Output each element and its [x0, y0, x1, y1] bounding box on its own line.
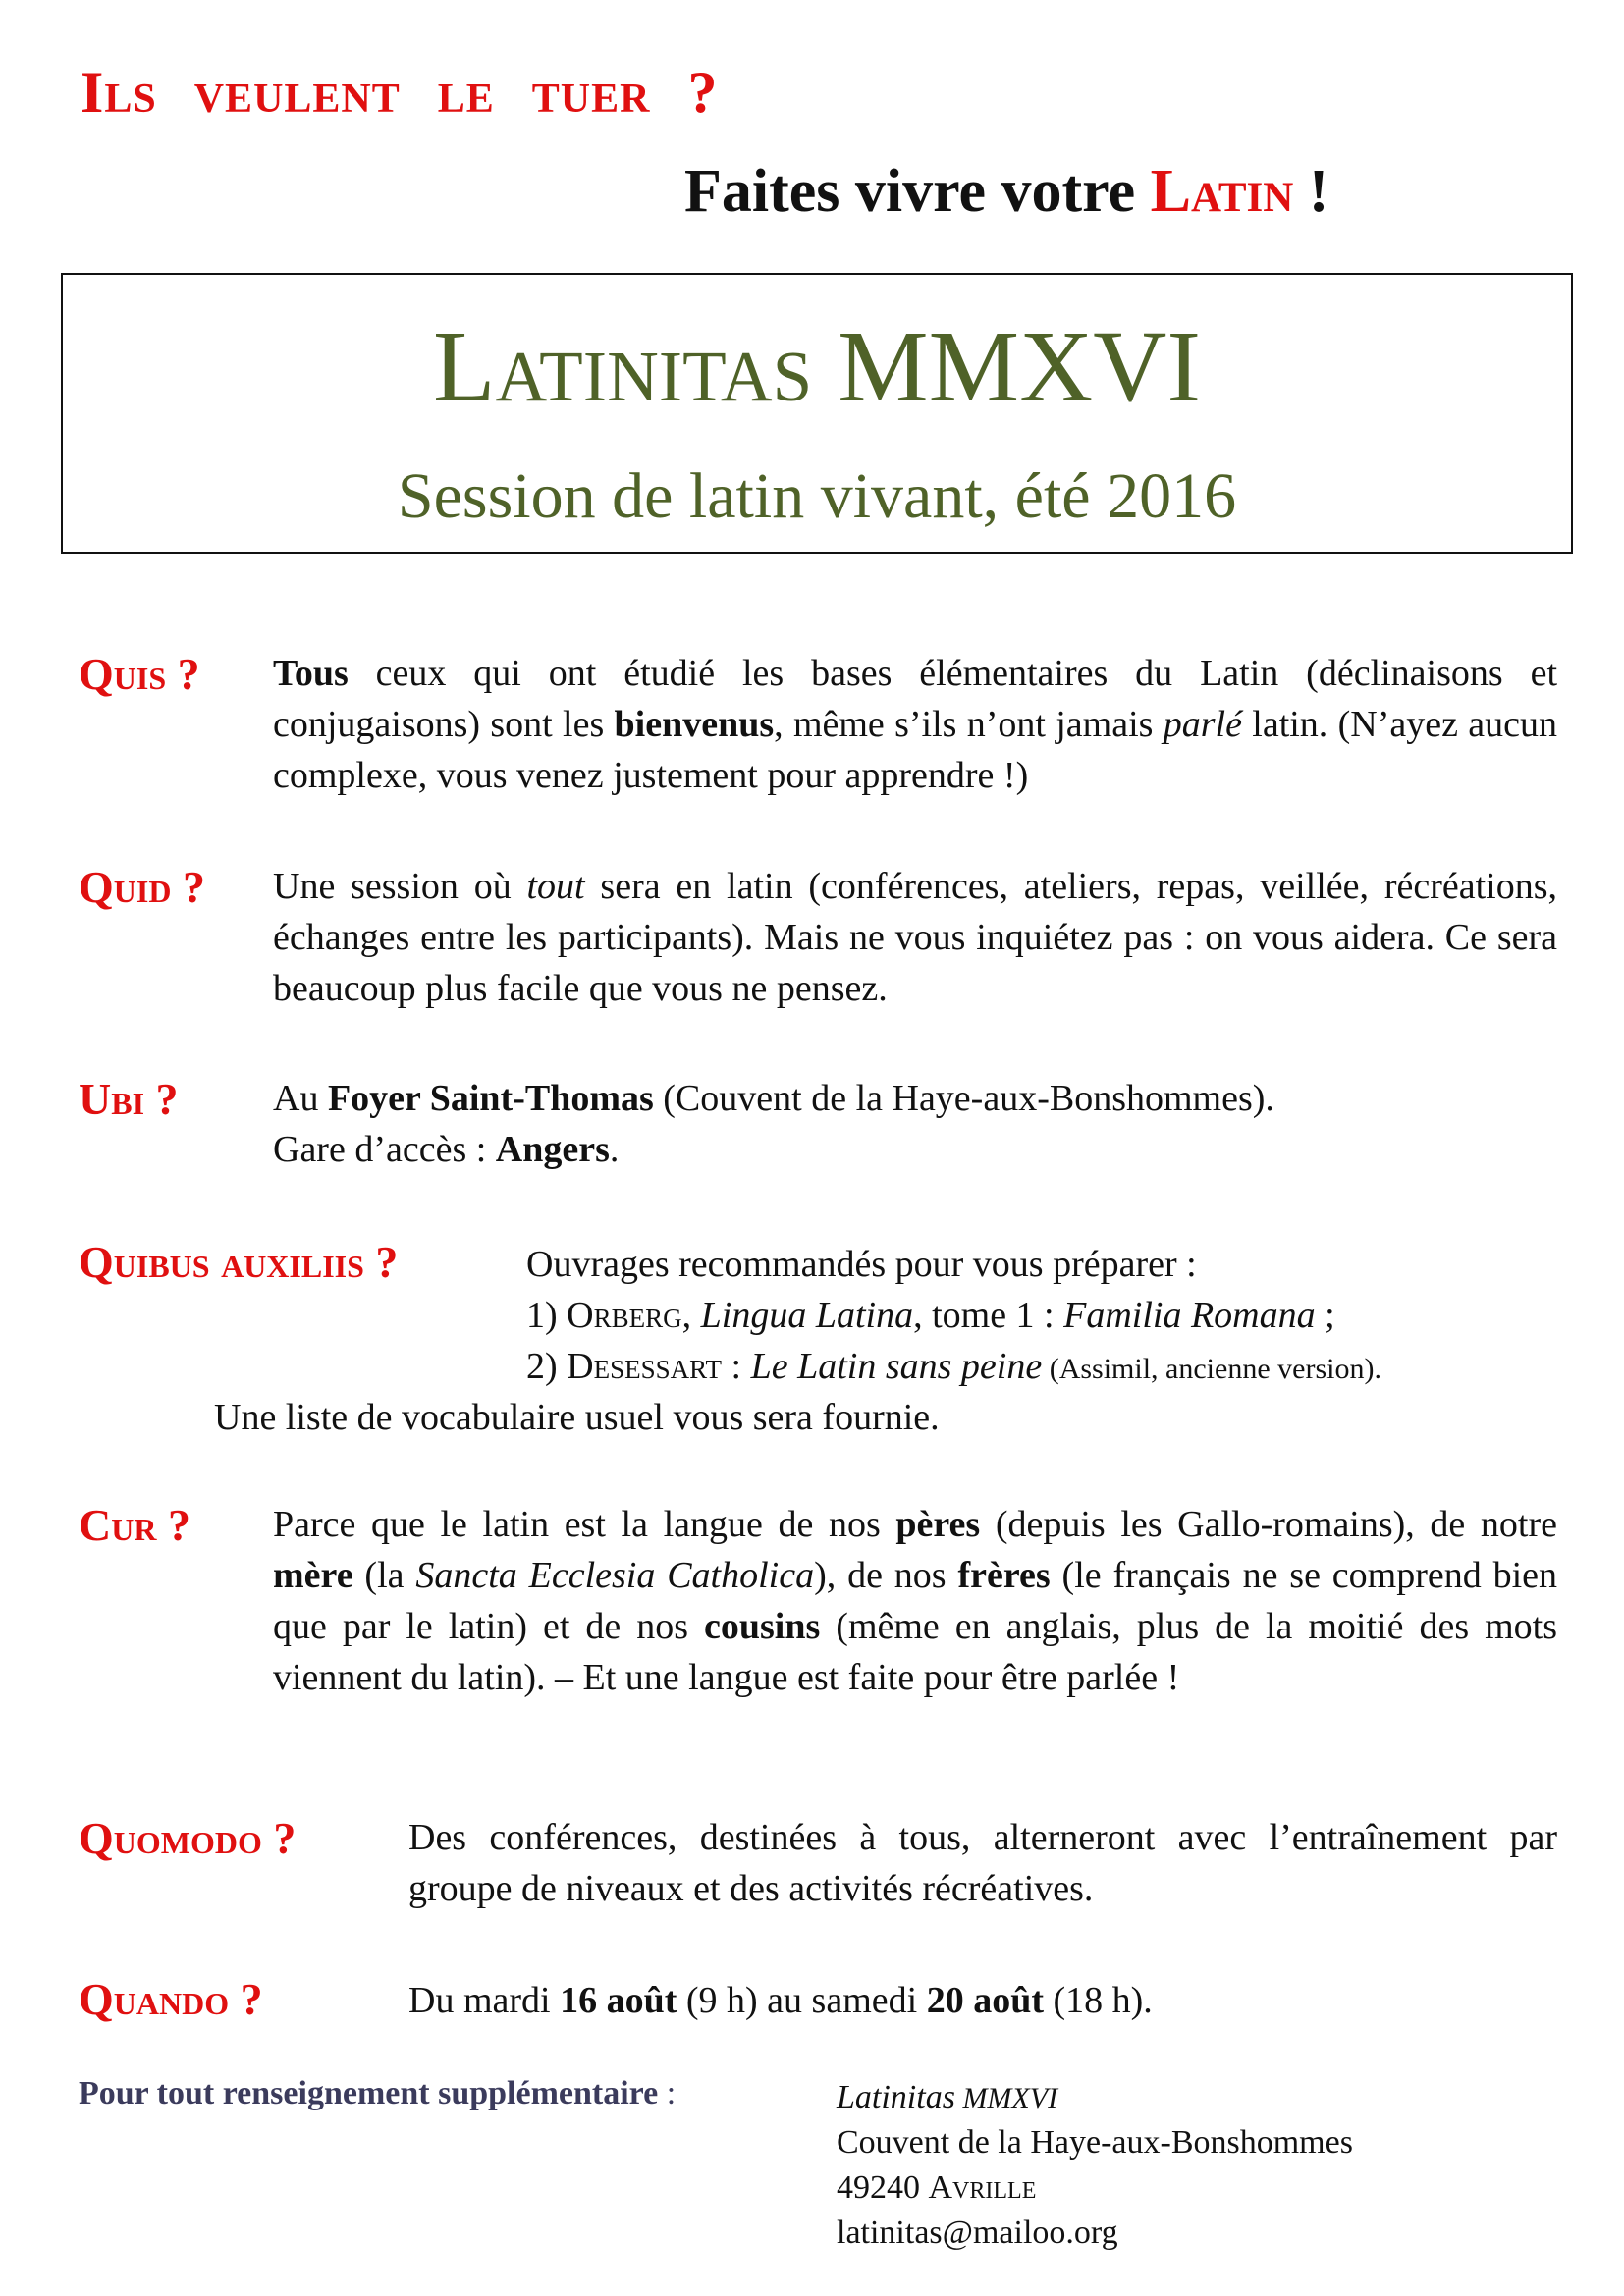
address-name-roman: MMXVI — [954, 2082, 1058, 2114]
section-text-quomodo: Des conférences, destinées à tous, alterneront avec l’entraînement par groupe de niveaux et des activités récréatives. — [408, 1817, 1557, 1909]
section-text-quando — [408, 1975, 1153, 2026]
quibus-item-1 — [526, 1290, 1335, 1341]
quibus-item2-author: Desessart — [567, 1346, 723, 1387]
section-label-quis: Quis ? — [79, 649, 200, 699]
ubi-line-1 — [273, 1073, 1274, 1124]
quando-text-2: (9 h) au samedi — [677, 1980, 927, 2021]
quibus-item2-num: 2) — [526, 1346, 568, 1387]
quibus-item1-subtitle: Familia Romana — [1063, 1295, 1316, 1336]
quibus-item1-end: ; — [1315, 1295, 1335, 1336]
quibus-vocab-note: Une liste de vocabulaire usuel vous sera fournie. — [214, 1397, 940, 1438]
quibus-item2-note: (Assimil, ancienne version). — [1042, 1353, 1381, 1385]
headline-suffix: ! — [1293, 158, 1329, 225]
quando-text-1: Du mardi — [408, 1980, 561, 2021]
ubi-line-2 — [273, 1124, 619, 1175]
section-label-cur: Cur ? — [79, 1500, 190, 1550]
address-city: Avrille — [928, 2169, 1037, 2206]
quid-text-1: Une session où — [273, 866, 527, 907]
address-zip: 49240 — [837, 2169, 929, 2206]
ubi-venue: Foyer Saint-Thomas — [327, 1078, 654, 1119]
cur-text-3: (la — [352, 1555, 416, 1596]
address-name-text: Latinitas — [837, 2079, 955, 2115]
contact-email[interactable]: latinitas@mailoo.org — [837, 2215, 1118, 2251]
quibus-item-2 — [526, 1341, 1381, 1395]
section-label-quid: Quid ? — [79, 862, 205, 912]
quibus-item1-sep: , — [681, 1295, 701, 1336]
ubi-text-3: Gare d’accès : — [273, 1129, 496, 1170]
quid-italic: tout — [526, 866, 585, 907]
address-line-3 — [837, 2165, 1036, 2211]
cur-bold-peres: pères — [895, 1504, 981, 1545]
section-label-ubi: Ubi ? — [79, 1074, 179, 1124]
quis-text-2: , même s’ils n’ont jamais — [774, 704, 1164, 745]
cur-text-4: ), de nos — [814, 1555, 958, 1596]
quis-bold-1: Tous — [273, 653, 349, 694]
title-box — [61, 273, 1573, 554]
section-label-quomodo: Quomodo ? — [79, 1813, 297, 1863]
cur-bold-freres: frères — [957, 1555, 1051, 1596]
quis-text-1: ceux qui ont étudié les bases élémentaires du Latin (déclinaisons et conjugaisons) sont les — [273, 653, 1557, 745]
cur-italic-ecclesia: Sancta Ecclesia Catholica — [415, 1555, 815, 1596]
ubi-text-1: Au — [273, 1078, 328, 1119]
address-name — [837, 2075, 1057, 2121]
quid-text-2: sera en latin (conférences, ateliers, repas, veillée, récréations, échanges entre les participants). Mais ne vous inquiétez pas : on vous aidera. Ce sera beaucoup plus facile que vous ne pensez. — [273, 866, 1557, 1009]
section-text-quis — [273, 648, 1557, 801]
section-label-quibus: Quibus auxiliis ? — [79, 1237, 399, 1287]
headline-prefix: Faites vivre votre — [684, 158, 1151, 225]
address-line-2: Couvent de la Haye-aux-Bonshommes — [837, 2124, 1353, 2161]
quibus-item1-mid: , tome 1 : — [913, 1295, 1064, 1336]
headline-call-to-action — [684, 157, 1328, 227]
quis-text-3: latin. (N’ayez aucun complexe, vous venez justement pour apprendre !) — [273, 704, 1557, 796]
contact-label-text: Pour tout renseignement supplémentaire — [79, 2075, 659, 2111]
quis-italic: parlé — [1163, 704, 1242, 745]
quibus-item1-title: Lingua Latina — [700, 1295, 914, 1336]
cur-bold-cousins: cousins — [704, 1606, 821, 1647]
section-text-quid — [273, 861, 1557, 1014]
headline-question: Ils veulent le tuer ? — [81, 60, 719, 125]
contact-label-colon: : — [658, 2075, 677, 2111]
cur-bold-mere: mère — [273, 1555, 353, 1596]
section-text-cur — [273, 1499, 1557, 1703]
contact-label — [79, 2075, 676, 2112]
quibus-intro: Ouvrages recommandés pour vous préparer : — [526, 1244, 1197, 1285]
ubi-text-4: . — [609, 1129, 620, 1170]
quando-start-date: 16 août — [560, 1980, 677, 2021]
quando-text-3: (18 h). — [1043, 1980, 1153, 2021]
cur-text-6: (même en anglais, plus de la moitié des mots viennent du latin). – Et une langue est faite pour être parlée ! — [273, 1606, 1557, 1698]
ubi-station: Angers — [495, 1129, 610, 1170]
section-label-quando: Quando ? — [79, 1974, 263, 2024]
cur-text-1: Parce que le latin est la langue de nos — [273, 1504, 896, 1545]
quibus-item1-num: 1) — [526, 1295, 568, 1336]
event-title: Latinitas MMXVI — [433, 310, 1201, 423]
quibus-item1-author: Orberg — [567, 1295, 682, 1336]
cur-text-5: (le français ne se comprend bien que par le latin) et de nos — [273, 1555, 1557, 1647]
quibus-item2-sep: : — [722, 1346, 751, 1387]
headline-latin: Latin — [1150, 158, 1294, 225]
quibus-item2-title: Le Latin sans peine — [750, 1346, 1043, 1387]
ubi-text-2: (Couvent de la Haye-aux-Bonshommes). — [653, 1078, 1274, 1119]
quis-bold-2: bienvenus — [614, 704, 775, 745]
quando-end-date: 20 août — [926, 1980, 1044, 2021]
event-subtitle: Session de latin vivant, été 2016 — [397, 460, 1237, 532]
cur-text-2: (depuis les Gallo-romains), de notre — [980, 1504, 1557, 1545]
